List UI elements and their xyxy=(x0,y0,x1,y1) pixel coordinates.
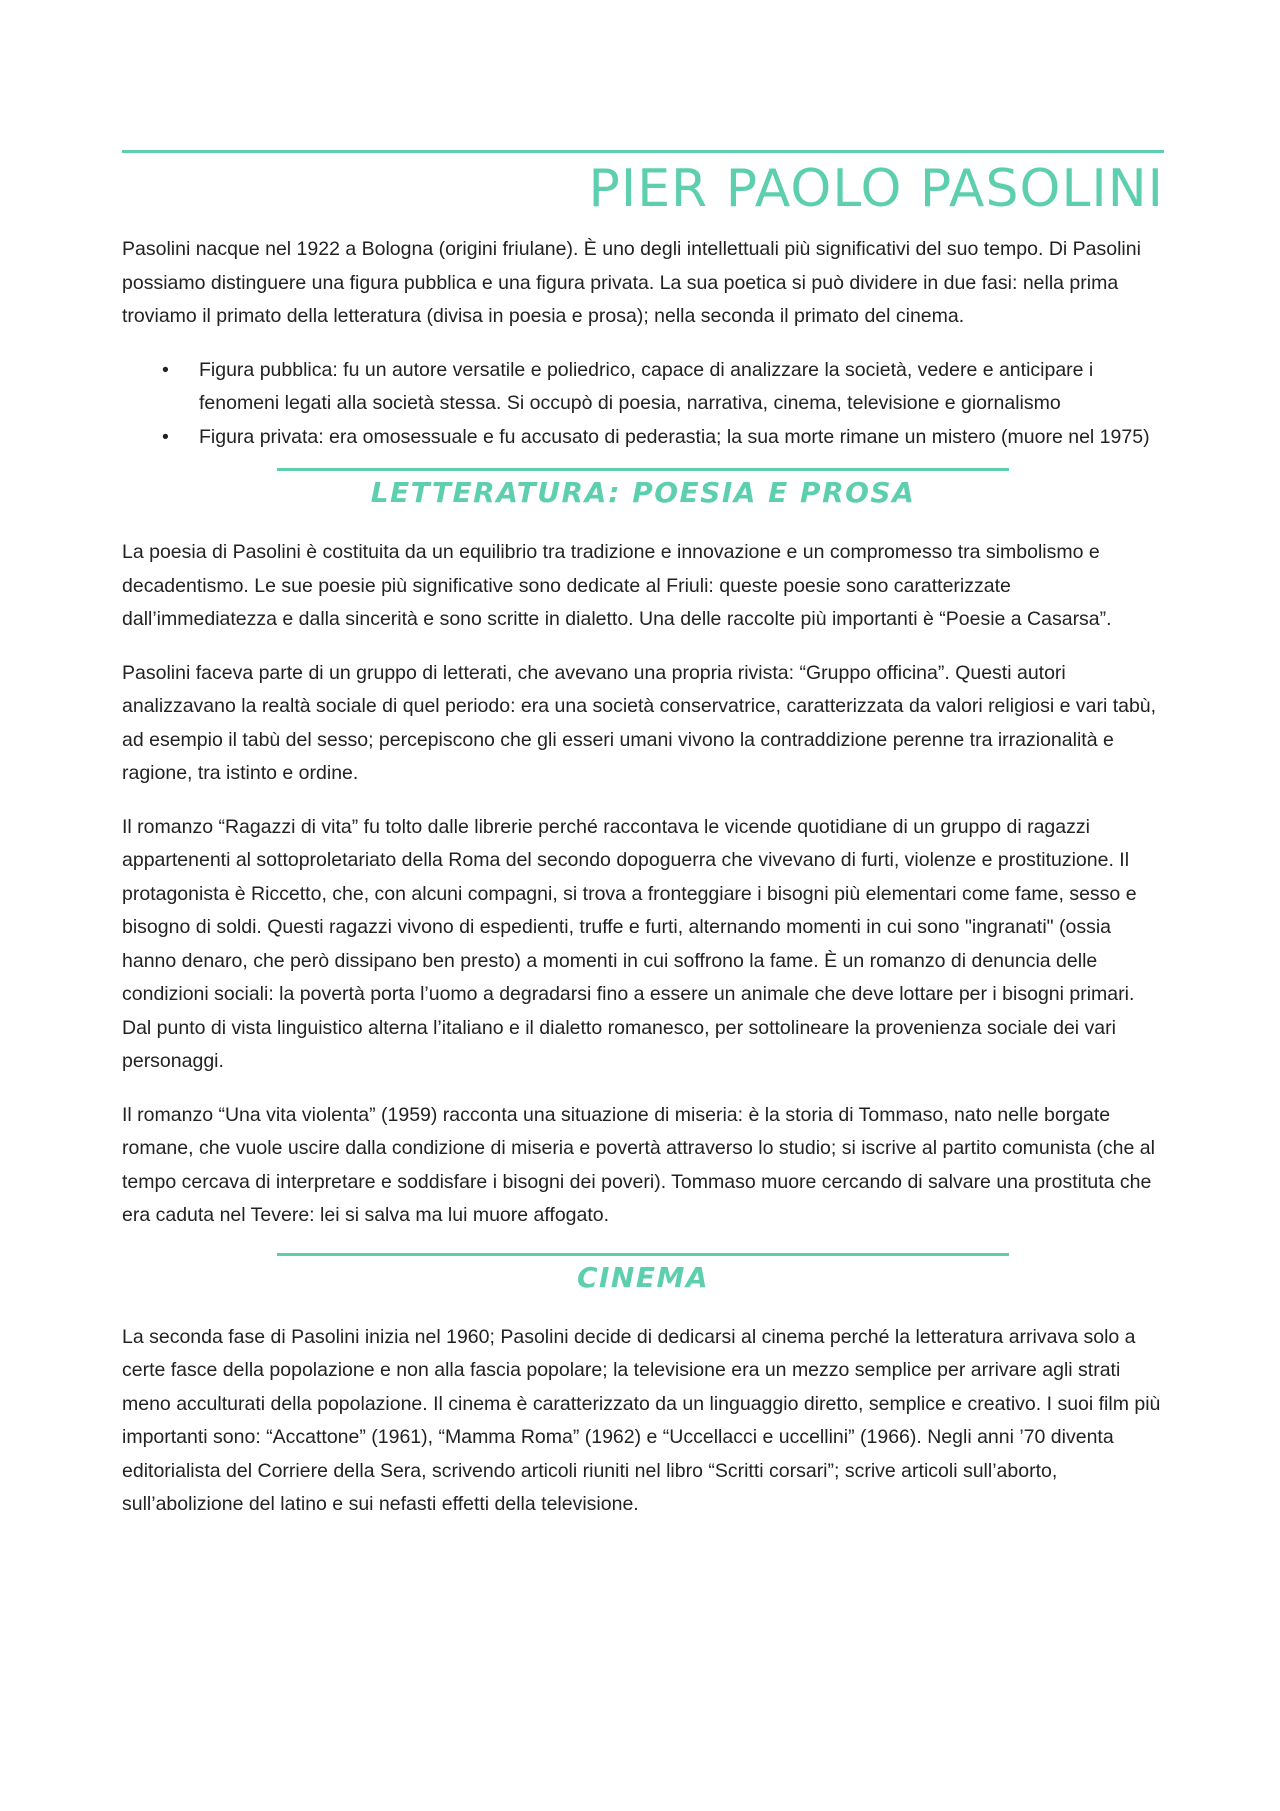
list-item-text: Figura pubblica: fu un autore versatile e poliedrico, capace di analizzare la società, vedere e anticipare i fenomeni legati alla società stessa. Si occupò di poesia, narrativa, cinema, televisione e giornalismo xyxy=(199,358,1094,414)
paragraph: Il romanzo “Una vita violenta” (1959) racconta una situazione di miseria: è la storia di Tommaso, nato nelle borgate romane, che vuole uscire dalla condizione di miseria e povertà attraverso lo studio; si iscrive al partito comunista (che al tempo cercava di interpretare e soddisfare i bisogni dei poveri). Tommaso muore cercando di salvare una prostituta che era caduta nel Tevere: lei si salva ma lui muore affogato. xyxy=(122,1103,1155,1227)
bullet-list xyxy=(122,354,1164,455)
section-title: CINEMA xyxy=(576,1260,710,1294)
paragraph: La poesia di Pasolini è costituita da un equilibrio tra tradizione e innovazione e un compromesso tra simbolismo e decadentismo. Le sue poesie più significative sono dedicate al Friuli: queste poesie sono caratterizzate dall’immediatezza e dalla sincerità e sono scritte in dialetto. Una delle raccolte più importanti è “Poesie a Casarsa”. xyxy=(122,541,1112,631)
paragraph: Il romanzo “Ragazzi di vita” fu tolto dalle librerie perché raccontava le vicende quotidiane di un gruppo di ragazzi appartenenti al sottoproletariato della Roma del secondo dopoguerra che vivevano di furti, violenze e prostituzione. Il protagonista è Riccetto, che, con alcuni compagni, si trova a fronteggiare i bisogni più elementari come fame, sesso e bisogno di soldi. Questi ragazzi vivono di espedienti, truffe e furti, alternando momenti in cui sono "ingranati" (ossia hanno denaro, che però dissipano ben presto) a momenti in cui soffrono la fame. È un romanzo di denuncia delle condizioni sociali: la povertà porta l’uomo a degradarsi fino a essere un animale che deve lottare per i bisogni primari. Dal punto di vista linguistico alterna l’italiano e il dialetto romanesco, per sottolineare la provenienza sociale dei vari personaggi. xyxy=(122,815,1137,1073)
intro-paragraph: Pasolini nacque nel 1922 a Bologna (origini friulane). È uno degli intellettuali più significativi del suo tempo. Di Pasolini possiamo distinguere una figura pubblica e una figura privata. La sua poetica si può dividere in due fasi: nella prima troviamo il primato della letteratura (divisa in poesia e prosa); nella seconda il primato del cinema. xyxy=(122,238,1141,327)
section-title: LETTERATURA: POESIA E PROSA xyxy=(370,476,916,509)
list-item-text: Figura privata: era omosessuale e fu accusato di pederastia; la sua morte rimane un mistero (muore nel 1975) xyxy=(199,425,1150,448)
document-page xyxy=(122,150,1164,1542)
list-item xyxy=(122,354,1164,421)
bullet-icon: • xyxy=(162,358,169,381)
bullet-icon: • xyxy=(162,425,169,448)
section-heading-letteratura xyxy=(277,468,1009,513)
section-heading-cinema xyxy=(277,1253,1009,1298)
section-rule xyxy=(277,468,1009,471)
paragraph: Pasolini faceva parte di un gruppo di letterati, che avevano una propria rivista: “Gruppo officina”. Questi autori analizzavano la realtà sociale di quel periodo: era una società conservatrice, caratterizzata da valori religiosi e vari tabù, ad esempio il tabù del sesso; percepiscono che gli esseri umani vivono la contraddizione perenne tra irrazionalità e ragione, tra istinto e ordine. xyxy=(122,661,1157,785)
section-rule xyxy=(277,1253,1009,1256)
paragraph: La seconda fase di Pasolini inizia nel 1960; Pasolini decide di dedicarsi al cinema perché la letteratura arrivava solo a certe fasce della popolazione e non alla fascia popolare; la televisione era un mezzo semplice per arrivare agli strati meno acculturati della popolazione. Il cinema è caratterizzato da un linguaggio diretto, semplice e creativo. I suoi film più importanti sono: “Accattone” (1961), “Mamma Roma” (1962) e “Uccellacci e uccellini” (1966). Negli anni ’70 diventa editorialista del Corriere della Sera, scrivendo articoli riuniti nel libro “Scritti corsari”; scrive articoli sull’aborto, sull’abolizione del latino e sui nefasti effetti della televisione. xyxy=(122,1325,1161,1516)
title-rule xyxy=(122,150,1164,153)
list-item xyxy=(122,421,1164,455)
document-title: PIER PAOLO PASOLINI xyxy=(588,159,1164,219)
